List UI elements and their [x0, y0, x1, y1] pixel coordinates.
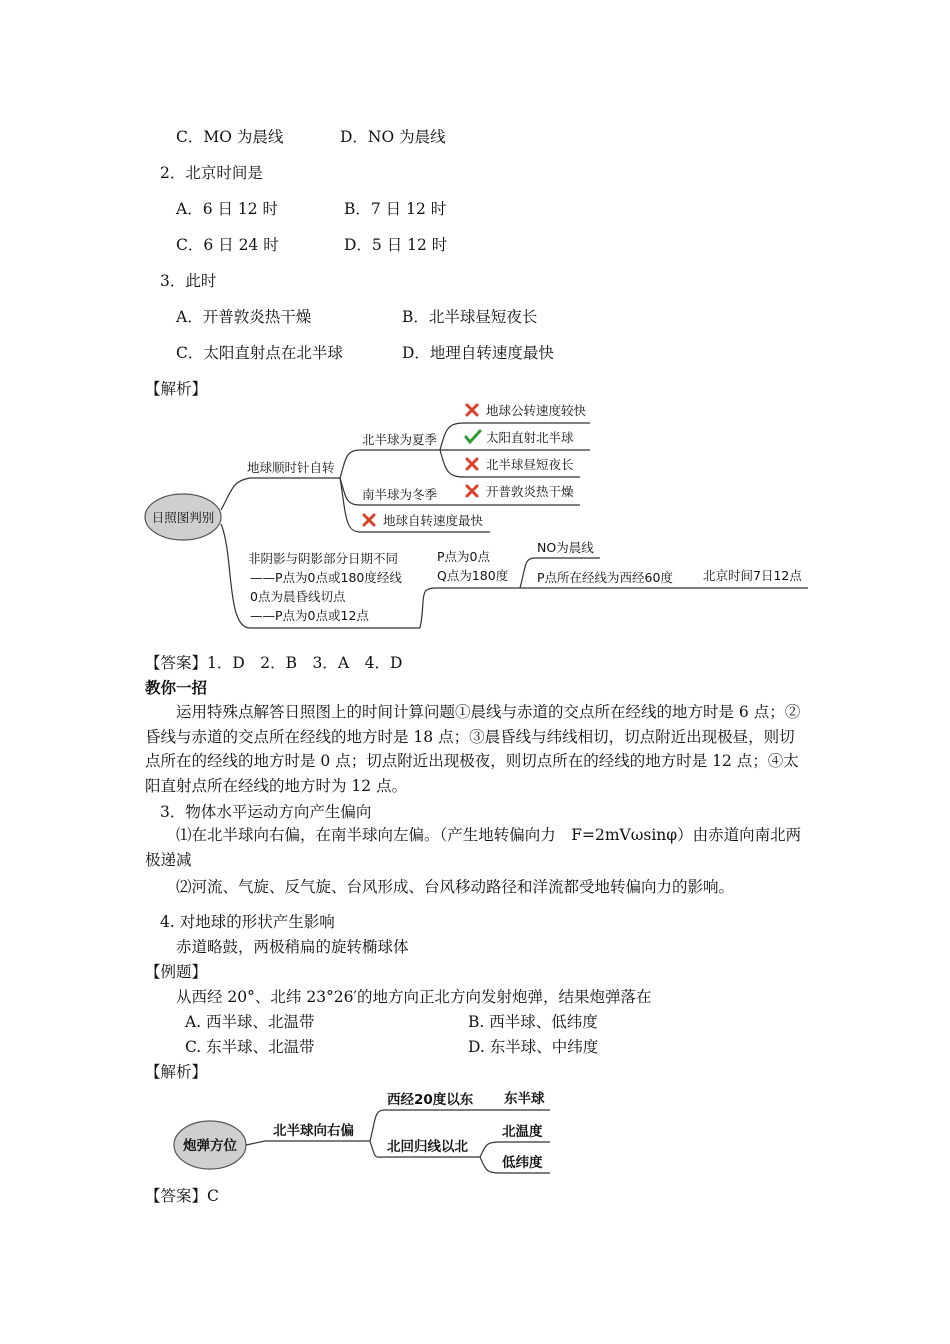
answer-1: 【答案】1．D 2．B 3．A 4．D — [145, 654, 403, 672]
tip-heading: 教你一招 — [145, 679, 208, 697]
section4-title: 4. 对地球的形状产生影响 — [160, 913, 335, 931]
mindmap2-root-label: 炮弹方位 — [183, 1138, 237, 1154]
pq-line-2: Q点为180度 — [437, 568, 509, 583]
tip-text: 运用特殊点解答日照图上的时间计算问题①晨线与赤道的交点所在经线的地方时是 6 点；②昏线与赤道的交点所在经线的地方时是 18 点；③晨昏线与纬线相切，切点附近出现极昼，则切点所在的经线的地方时是 0 点；切点附近出现极夜，则切点所在的经线的地方时是 12 点；④太阳直射点所在经线的地方时为 12 点。 — [145, 703, 801, 795]
example-stem: 从西经 20°、北纬 23°26′的地方向正北方向发射炮弹，结果炮弹落在 — [176, 988, 652, 1006]
q3-option-d: D．地理自转速度最快 — [402, 344, 554, 362]
q3-option-a: A．开普敦炎热干燥 — [176, 308, 312, 326]
mindmap2-leaf-east: 东半球 — [504, 1091, 545, 1107]
leaf-p-meridian: P点所在经线为西经60度 — [537, 570, 673, 585]
q2-option-b: B．7 日 12 时 — [344, 200, 447, 218]
mindmap-root-label: 日照图判别 — [151, 510, 215, 525]
leaf-rotation-speed: 地球自转速度最快 — [383, 513, 484, 528]
condition-line-3: 0点为晨昏线切点 — [250, 589, 346, 604]
q3-option-c: C．太阳直射点在北半球 — [176, 344, 343, 362]
example-label: 【例题】 — [145, 963, 208, 981]
q2-stem: 2．北京时间是 — [160, 164, 263, 182]
section3-title: 3．物体水平运动方向产生偏向 — [160, 803, 372, 821]
section3-para-2: ⑵河流、气旋、反气旋、台风形成、台风移动路径和洋流都受地转偏向力的影响。 — [176, 878, 735, 896]
leaf-beijing-time: 北京时间7日12点 — [703, 568, 802, 583]
analysis-label-1: 【解析】 — [145, 380, 208, 398]
q1-option-c: C．MO 为晨线 — [176, 128, 284, 146]
leaf-revolution: 地球公转速度较快 — [486, 403, 587, 418]
section3-para-1: ⑴在北半球向右偏，在南半球向左偏。（产生地转偏向力 F=2mVωsinφ）由赤道向南北两极递减 — [145, 826, 802, 869]
leaf-north-short-days: 北半球昼短夜长 — [486, 457, 574, 472]
q3-option-b: B．北半球昼短夜长 — [402, 308, 538, 326]
example-option-d: D. 东半球、中纬度 — [468, 1038, 599, 1056]
branch-clockwise: 地球顺时针自转 — [247, 460, 335, 475]
branch-south-winter: 南半球为冬季 — [362, 487, 438, 502]
q2-option-a: A．6 日 12 时 — [176, 200, 279, 218]
condition-line-1: 非阴影与阴影部分日期不同 — [248, 551, 399, 566]
pq-line-1: P点为0点 — [437, 549, 490, 564]
mindmap2-branch: 北半球向右偏 — [273, 1123, 354, 1139]
answer-2: 【答案】C — [145, 1187, 219, 1205]
mindmap2-leaf-lowlat: 低纬度 — [502, 1155, 543, 1171]
mindmap2-north-of-tropic: 北回归线以北 — [387, 1139, 468, 1155]
example-option-a: A. 西半球、北温带 — [185, 1013, 315, 1031]
q2-option-d: D．5 日 12 时 — [344, 236, 448, 254]
q2-option-c: C．6 日 24 时 — [176, 236, 279, 254]
mindmap2-east-of-20w: 西经20度以东 — [387, 1092, 474, 1108]
leaf-direct-north: 太阳直射北半球 — [486, 430, 574, 445]
condition-line-4: ——P点为0点或12点 — [250, 608, 369, 623]
section4-text: 赤道略鼓，两极稍扁的旋转椭球体 — [176, 938, 409, 956]
q1-option-d: D．NO 为晨线 — [340, 128, 446, 146]
example-option-c: C. 东半球、北温带 — [185, 1038, 315, 1056]
leaf-capetown: 开普敦炎热干燥 — [486, 484, 574, 499]
example-option-b: B. 西半球、低纬度 — [468, 1013, 598, 1031]
analysis-label-2: 【解析】 — [145, 1063, 208, 1081]
condition-line-2: ——P点为0点或180度经线 — [250, 570, 402, 585]
q3-stem: 3．此时 — [160, 272, 217, 290]
branch-north-summer: 北半球为夏季 — [362, 432, 438, 447]
mindmap2-leaf-temperate: 北温度 — [502, 1124, 543, 1140]
leaf-no-dawn: NO为晨线 — [537, 540, 594, 555]
